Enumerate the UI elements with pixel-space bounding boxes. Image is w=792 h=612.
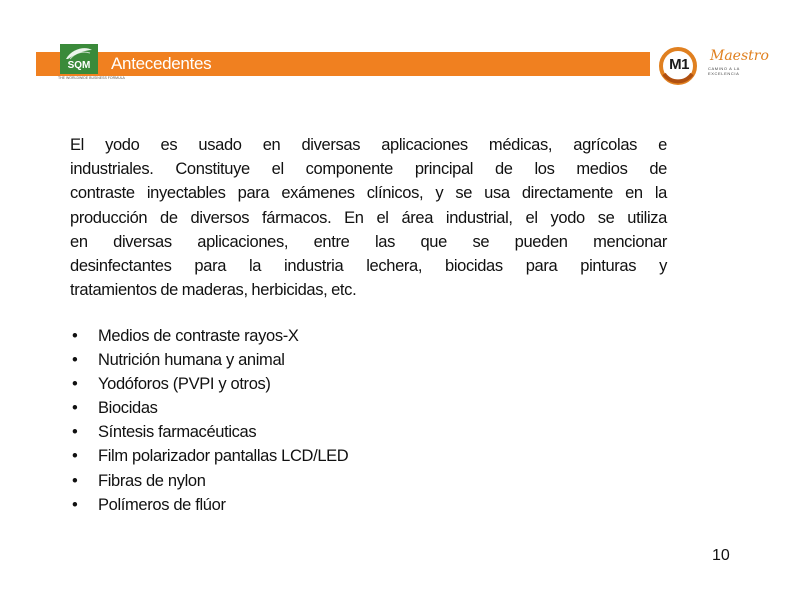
m1-logo-text: M1 (669, 56, 689, 73)
list-item-label: Film polarizador pantallas LCD/LED (98, 447, 349, 466)
maestro-script-text: Maestro (710, 48, 769, 64)
list-item (70, 348, 348, 372)
bullet-icon: • (72, 423, 78, 442)
m1-maestro-logo (658, 44, 769, 88)
list-item (70, 444, 348, 468)
list-item (70, 493, 348, 517)
list-item-label: Síntesis farmacéuticas (98, 423, 257, 442)
paragraph-line: industriales. Constituye el componente principal de los medios de (70, 160, 667, 179)
list-item-label: Fibras de nylon (98, 471, 206, 490)
list-item (70, 396, 348, 420)
list-item (70, 324, 348, 348)
intro-paragraph (70, 133, 667, 302)
list-item-label: Medios de contraste rayos-X (98, 327, 299, 345)
sqm-logo-tagline: THE WORLDWIDE BUSINESS FORMULA (58, 76, 125, 80)
paragraph-line: contraste inyectables para exámenes clínicos, y se usa directamente en la (70, 184, 667, 203)
sqm-leaf-icon (64, 46, 94, 60)
bullet-icon: • (72, 471, 78, 490)
bullet-icon: • (72, 327, 78, 345)
list-item (70, 469, 348, 493)
bullet-icon: • (72, 351, 78, 370)
bullet-icon: • (72, 495, 78, 514)
paragraph-line: El yodo es usado en diversas aplicaciones médicas, agrícolas e (70, 136, 667, 154)
sqm-logo (58, 44, 125, 86)
bullet-icon: • (72, 447, 78, 466)
sqm-logo-box (60, 44, 98, 74)
applications-list (70, 324, 348, 517)
paragraph-line: en diversas aplicaciones, entre las que se pueden mencionar (70, 232, 667, 251)
bullet-icon: • (72, 375, 78, 394)
slide-title: Antecedentes (111, 54, 212, 73)
bullet-icon: • (72, 399, 78, 418)
list-item-label: Nutrición humana y animal (98, 351, 285, 370)
list-item (70, 420, 348, 444)
paragraph-line: tratamientos de maderas, herbicidas, etc. (70, 281, 357, 300)
maestro-tagline: CAMINO A LA EXCELENCIA (708, 66, 740, 76)
list-item-label: Yodóforos (PVPI y otros) (98, 375, 271, 394)
paragraph-line: desinfectantes para la industria lechera, biocidas para pinturas y (70, 257, 667, 276)
list-item-label: Polímeros de flúor (98, 495, 226, 514)
paragraph-line: producción de diversos fármacos. En el área industrial, el yodo se utiliza (70, 208, 667, 227)
list-item (70, 372, 348, 396)
page-number: 10 (712, 547, 730, 564)
sqm-logo-text: SQM (67, 60, 91, 71)
list-item-label: Biocidas (98, 399, 158, 418)
